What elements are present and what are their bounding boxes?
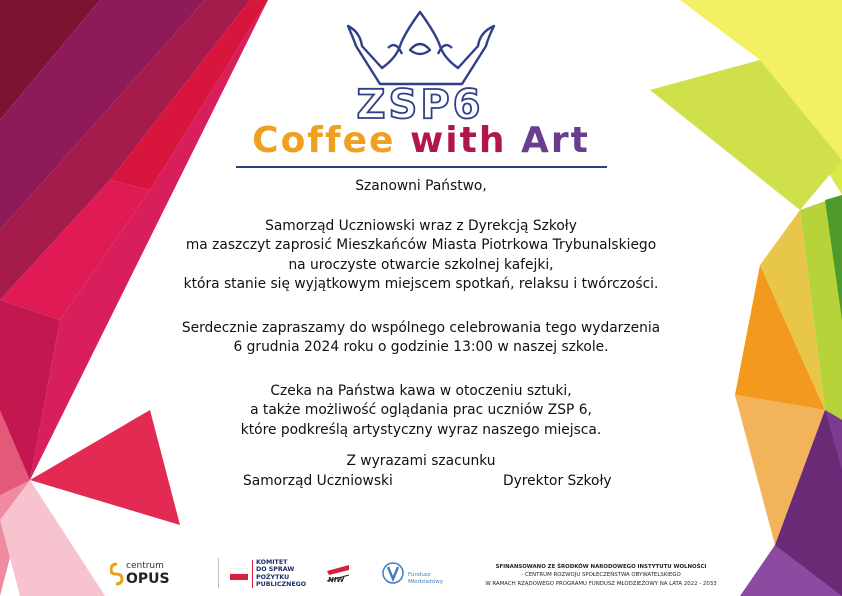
opus-logo-big-text: OPUS xyxy=(126,571,170,587)
logo-text: ZSP6 xyxy=(356,82,484,124)
paragraph-line: na uroczyste otwarcie szkolnej kafejki, xyxy=(288,256,554,273)
paragraph-line: Czeka na Państwa kawa w otoczeniu sztuki, xyxy=(270,383,572,399)
polish-flag-icon xyxy=(230,568,248,580)
paragraph-line: 6 grudnia 2024 roku o godzinie 13:00 w naszej szkole. xyxy=(233,339,609,356)
school-crown-logo xyxy=(340,6,500,124)
paragraph-line: Serdecznie zapraszamy do wspólnego celebrowania tego wydarzenia xyxy=(181,320,661,336)
opus-logo-icon xyxy=(110,562,124,586)
crown-icon xyxy=(348,12,494,84)
title-word-with: with xyxy=(410,120,507,161)
fundusz-logo-icon xyxy=(382,560,404,586)
paragraph-date xyxy=(0,319,842,358)
opus-logo-small-text: centrum xyxy=(126,561,164,571)
paragraph-art xyxy=(0,382,842,440)
event-title xyxy=(0,118,842,164)
paragraph-line: Samorząd Uczniowski wraz z Dyrekcją Szkoły xyxy=(265,218,577,234)
komitet-logo-text: KOMITET DO SPRAW POŻYTKU PUBLICZNEGO xyxy=(256,559,307,588)
title-underline xyxy=(236,166,607,168)
fundusz-logo-text: Fundusz Młodzieżowy xyxy=(408,572,443,585)
signature-student-council: Samorząd Uczniowski xyxy=(243,473,393,489)
signature-director: Dyrektor Szkoły xyxy=(503,473,612,489)
paragraph-line: która stanie się wyjątkowym miejscem spotkań, relaksu i twórczości. xyxy=(183,276,659,293)
niw-logo-text: NIW xyxy=(328,576,345,584)
paragraph-line: a także możliwość oglądania prac uczniów ZSP 6, xyxy=(250,402,592,419)
funding-statement: SFINANSOWANO ZE ŚRODKÓW NARODOWEGO INSTYTUTU WOLNOŚCI - CENTRUM ROZWOJU SPOŁECZEŃSTWA OBYWATELSKIEGO W RAMACH RZĄDOWEGO PROGRAMU FUNDUSZ MŁODZIEŻOWY NA LATA 2022 - 2033 xyxy=(485,564,717,587)
closing-line: Z wyrazami szacunku xyxy=(346,453,496,469)
title-word-coffee: Coffee xyxy=(252,120,396,161)
greeting: Szanowni Państwo, xyxy=(355,178,487,194)
paragraph-line: ma zaszczyt zaprosić Mieszkańców Miasta Piotrkowa Trybunalskiego xyxy=(185,237,657,254)
paragraph-invitation xyxy=(0,217,842,295)
paragraph-line: które podkreślą artystyczny wyraz naszego miejsca. xyxy=(240,421,602,438)
footer-separator xyxy=(218,558,219,588)
title-word-art: Art xyxy=(521,120,590,161)
komitet-accent-bar xyxy=(252,560,253,588)
